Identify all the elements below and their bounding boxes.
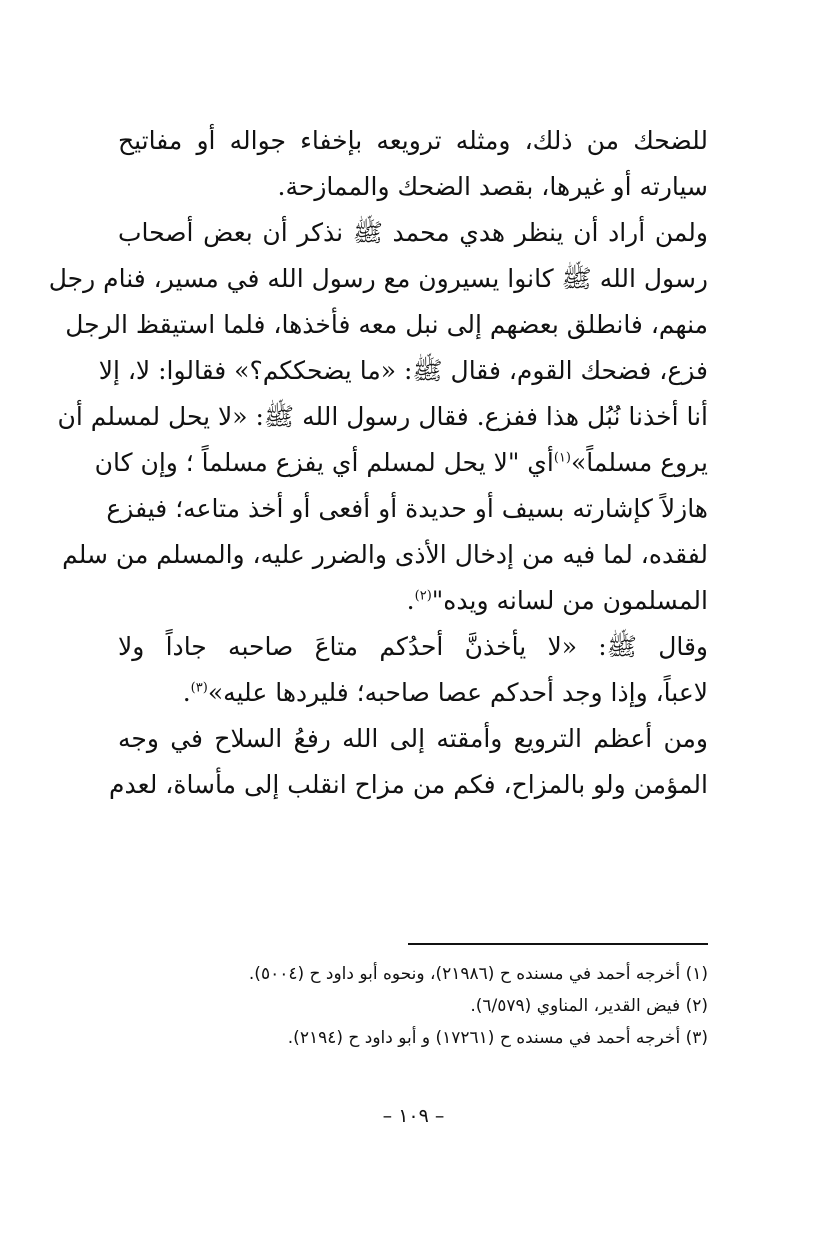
text-line: ومن أعظم الترويع وأمقته إلى الله رفعُ السلاح في وجه (118, 724, 708, 753)
text-line: سيارته أو غيرها، بقصد الضحك والممازحة. (277, 172, 708, 201)
footnote-1: (١) أخرجه أحمد في مسنده ح (٢١٩٨٦)، ونحوه أبو داود ح (٥٠٠٤). (248, 964, 708, 984)
footnote-marker-3: (٣) (190, 680, 208, 696)
period: . (406, 586, 415, 615)
text-line-with-footnote (118, 578, 708, 624)
text-line: فزع، فضحك القوم، فقال ﷺ: «ما يضحككم؟» فقالوا: لا، إلا (98, 356, 708, 385)
text-line: أنا أخذنا نُبُل هذا ففزع. فقال رسول الله ﷺ: «لا يحل لمسلم أن (57, 402, 708, 431)
footnote-3: (٣) أخرجه أحمد في مسنده ح (١٧٢٦١) و أبو داود ح (٢١٩٤). (287, 1028, 708, 1048)
footnote-marker-1: (١) (553, 450, 571, 466)
text-line: المؤمن ولو بالمزاح، فكم من مزاح انقلب إلى مأساة، لعدم (109, 770, 708, 799)
text-segment: لاعباً، وإذا وجد أحدكم عصا صاحبه؛ فليردها عليه» (207, 678, 708, 707)
text-line: هازلاً كإشارته بسيف أو حديدة أو أفعى أو أخذ متاعه؛ فيفزع (106, 494, 708, 523)
text-line: لفقده، لما فيه من إدخال الأذى والضرر عليه، والمسلم من سلم (62, 540, 708, 569)
main-text (48, 118, 708, 808)
text-segment: يروع مسلماً» (570, 448, 708, 477)
footnote-marker-2: (٢) (414, 588, 432, 604)
text-line: رسول الله ﷺ كانوا يسيرون مع رسول الله في مسير، فنام رجل (48, 264, 708, 293)
text-line: وقال ﷺ: «لا يأخذنَّ أحدُكم متاعَ صاحبه جاداً ولا (118, 632, 708, 661)
text-line-with-footnote (94, 440, 708, 486)
text-line-with-footnote (118, 670, 708, 716)
text-line: للضحك من ذلك، ومثله ترويعه بإخفاء جواله أو مفاتيح (118, 126, 708, 155)
text-segment: المسلمون من لسانه ويده" (431, 586, 708, 615)
text-segment: أي "لا يحل لمسلم أي يفزع مسلماً ؛ وإن كان (94, 448, 554, 477)
footnote-divider (408, 943, 708, 945)
page-number: – ١٠٩ – (382, 1105, 445, 1127)
text-line: منهم، فانطلق بعضهم إلى نبل معه فأخذها، فلما استيقظ الرجل (65, 310, 708, 339)
period: . (182, 678, 191, 707)
footnotes (118, 958, 708, 1054)
text-line: ولمن أراد أن ينظر هدي محمد ﷺ نذكر أن بعض أصحاب (118, 218, 708, 247)
footnote-2: (٢) فيض القدير، المناوي (٦/٥٧٩). (470, 996, 708, 1016)
